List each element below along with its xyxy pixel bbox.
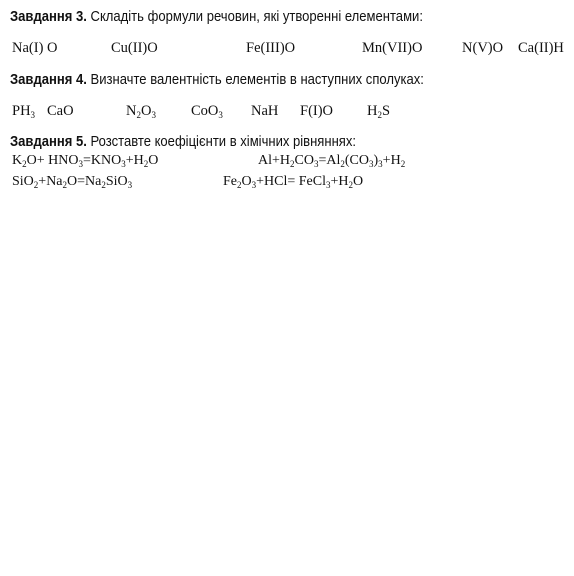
- equation-4: $Fe_2O_3+HCl=$ $FeCl_3+H_2O$: [223, 174, 364, 190]
- task5-text: Розставте коефіцієнти в хімічних рівняннях:: [86, 134, 357, 150]
- task5-heading: [10, 134, 356, 150]
- compound-ph3: $PH_3$: [12, 103, 36, 120]
- task3-text: Складіть формули речовин, які утворенні елементами:: [86, 9, 423, 25]
- task5-label: Завдання 5.: [10, 134, 87, 150]
- task3-item-ca: Ca(II)H: [518, 40, 564, 56]
- equation-2: $Al+H_2CO_3=Al_2(CO_3)_3+H_2$: [258, 153, 406, 169]
- compound-coo3: CoO$_3$: [191, 103, 223, 120]
- task3-label: Завдання 3.: [10, 9, 87, 25]
- task3-item-n: N(V)O: [462, 40, 504, 56]
- task3-item-mn: Mn(VII)O: [362, 40, 423, 56]
- task4-heading: [10, 72, 424, 88]
- compound-nah: NaH: [251, 103, 279, 119]
- equation-1: $K_2O+ HNO_3=KNO_3+H_2O$: [12, 153, 159, 169]
- task4-label: Завдання 4.: [10, 72, 87, 88]
- task4-text: Визначте валентність елементів в наступних сполуках:: [86, 72, 424, 88]
- compound-n2o3: $N_2O_3$: [126, 103, 156, 120]
- compound-fio: F(I)O: [300, 103, 334, 119]
- task3-item-fe: Fe(III)O: [246, 40, 296, 56]
- task3-item-cu: Cu(II)O: [111, 40, 158, 56]
- task3-heading: [10, 9, 423, 25]
- task3-item-na: Na(I) O: [12, 40, 58, 56]
- compound-cao: CaO: [47, 103, 74, 119]
- equation-3: $SiO_2+Na_2O=Na_2SiO_3$: [12, 174, 133, 190]
- compound-h2s: $H_2S$: [367, 103, 391, 120]
